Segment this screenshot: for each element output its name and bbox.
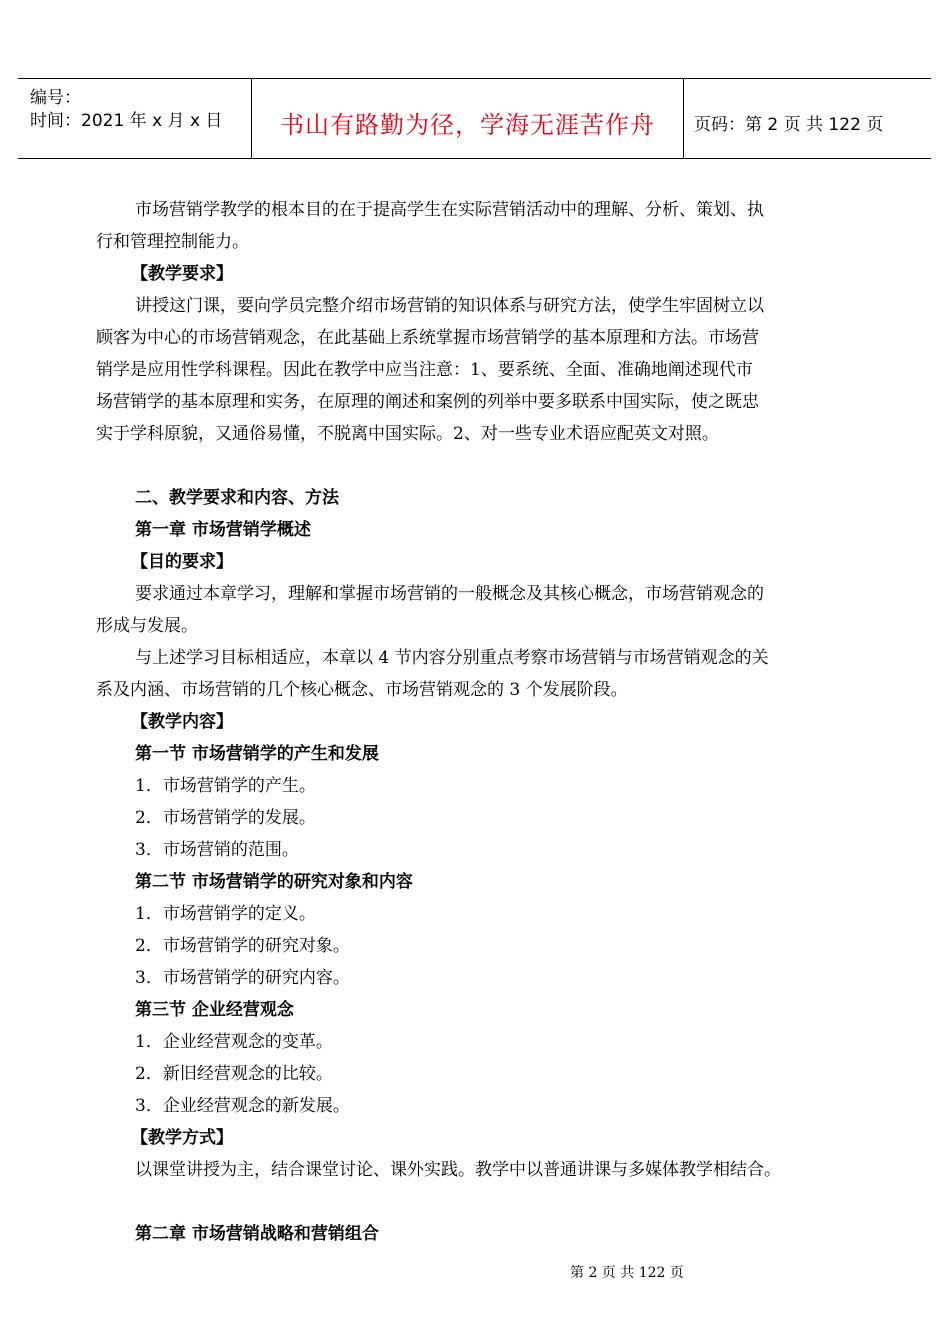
section-2-heading: 二、教学要求和内容、方法 — [135, 488, 339, 508]
paragraph-2-line-5: 实于学科原貌，又通俗易懂，不脱离中国实际。2、对一些专业术语应配英文对照。 — [96, 424, 719, 444]
list-item: 3．市场营销学的研究内容。 — [135, 968, 350, 988]
paragraph-2-line-4: 场营销学的基本原理和实务，在原理的阐述和案例的列举中要多联系中国实际，使之既忠 — [96, 392, 759, 412]
list-item: 2．市场营销学的研究对象。 — [135, 936, 350, 956]
section-3-title: 第三节 企业经营观念 — [135, 1000, 294, 1020]
paragraph-3-line-2: 形成与发展。 — [96, 616, 198, 636]
list-item: 1．市场营销学的产生。 — [135, 776, 316, 796]
motto-text: 书山有路勤为径，学海无涯苦作舟 — [280, 111, 655, 139]
header-motto-cell — [252, 79, 684, 158]
teaching-content-heading: 【教学内容】 — [131, 712, 233, 732]
chapter-2-title: 第二章 市场营销战略和营销组合 — [135, 1224, 379, 1244]
teaching-method-heading: 【教学方式】 — [131, 1128, 233, 1148]
list-item: 1．市场营销学的定义。 — [135, 904, 316, 924]
section-2-title: 第二节 市场营销学的研究对象和内容 — [135, 872, 413, 892]
list-item: 2．新旧经营观念的比较。 — [135, 1064, 333, 1084]
header-page-info: 页码：第 2 页 共 122 页 — [694, 115, 884, 135]
chapter-1-title: 第一章 市场营销学概述 — [135, 520, 311, 540]
purpose-requirements-heading: 【目的要求】 — [131, 552, 233, 572]
teaching-requirements-heading: 【教学要求】 — [131, 264, 233, 284]
document-time-label: 时间：2021 年 x 月 x 日 — [30, 111, 223, 131]
document-header — [18, 78, 931, 159]
paragraph-2-line-1: 讲授这门课，要向学员完整介绍市场营销的知识体系与研究方法，使学生牢固树立以 — [135, 296, 764, 316]
paragraph-2-line-3: 销学是应用性学科课程。因此在教学中应当注意：1、要系统、全面、准确地阐述现代市 — [96, 360, 753, 380]
document-number-label: 编号： — [30, 88, 81, 108]
list-item: 2．市场营销学的发展。 — [135, 808, 316, 828]
page-footer: 第 2 页 共 122 页 — [570, 1265, 684, 1281]
teaching-method-text: 以课堂讲授为主，结合课堂讨论、课外实践。教学中以普通讲课与多媒体教学相结合。 — [135, 1160, 781, 1180]
list-item: 3．市场营销的范围。 — [135, 840, 299, 860]
list-item: 3．企业经营观念的新发展。 — [135, 1096, 350, 1116]
paragraph-2-line-2: 顾客为中心的市场营销观念，在此基础上系统掌握市场营销学的基本原理和方法。市场营 — [96, 328, 759, 348]
paragraph-1-line-2: 行和管理控制能力。 — [96, 232, 249, 252]
paragraph-1-line-1: 市场营销学教学的根本目的在于提高学生在实际营销活动中的理解、分析、策划、执 — [135, 200, 764, 220]
paragraph-4-line-1: 与上述学习目标相适应，本章以 4 节内容分别重点考察市场营销与市场营销观念的关 — [135, 648, 769, 668]
section-1-title: 第一节 市场营销学的产生和发展 — [135, 744, 379, 764]
paragraph-3-line-1: 要求通过本章学习，理解和掌握市场营销的一般概念及其核心概念，市场营销观念的 — [135, 584, 764, 604]
paragraph-4-line-2: 系及内涵、市场营销的几个核心概念、市场营销观念的 3 个发展阶段。 — [96, 680, 628, 700]
header-page-cell — [684, 79, 931, 158]
header-meta-cell — [18, 79, 252, 158]
list-item: 1．企业经营观念的变革。 — [135, 1032, 333, 1052]
